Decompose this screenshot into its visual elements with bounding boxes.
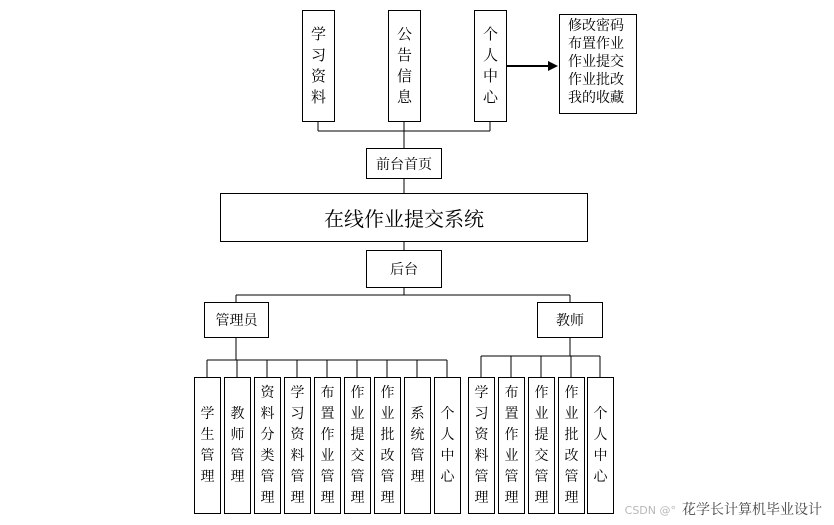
- admin-child-label: 学习资料管理: [290, 384, 305, 506]
- top-module-study-materials: [302, 10, 335, 122]
- watermark: [625, 499, 822, 519]
- teacher-child-label: 作业提交管理: [534, 384, 549, 506]
- admin-child-student-management: [194, 377, 221, 514]
- watermark-source: CSDN @°: [624, 504, 676, 517]
- admin-child-label: 系统管理: [410, 405, 425, 485]
- admin-child-study-material-management: [284, 377, 311, 514]
- admin-node: [204, 302, 269, 338]
- front-home-node: [366, 148, 442, 179]
- teacher-child-personal-center: [587, 377, 614, 514]
- teacher-child-label: 作业批改管理: [564, 384, 579, 506]
- admin-child-submission-management: [344, 377, 371, 514]
- admin-child-personal-center: [434, 377, 461, 514]
- watermark-text: 花学长计算机毕业设计: [682, 502, 822, 518]
- teacher-child-label: 个人中心: [593, 405, 608, 485]
- top-module-announcements: [388, 10, 421, 122]
- admin-child-label: 学生管理: [200, 405, 215, 485]
- admin-child-label: 作业批改管理: [380, 384, 395, 506]
- system-title: 在线作业提交系统: [324, 207, 484, 231]
- personal-center-feature-list: [559, 14, 637, 114]
- backend-node: [366, 250, 442, 288]
- admin-child-label: 个人中心: [440, 405, 455, 485]
- teacher-child-assignment-management: [498, 377, 525, 514]
- top-module-label: 公告信息: [397, 25, 413, 106]
- teacher-child-label: 学习资料管理: [474, 384, 489, 506]
- admin-child-label: 作业提交管理: [350, 384, 365, 506]
- feature-item: 布置作业: [568, 36, 624, 52]
- admin-child-label: 资料分类管理: [260, 384, 275, 506]
- admin-child-grading-management: [374, 377, 401, 514]
- backend-label: 后台: [390, 262, 418, 278]
- top-module-label: 个人中心: [483, 25, 499, 106]
- admin-child-assignment-management: [314, 377, 341, 514]
- feature-item: 作业批改: [568, 72, 624, 88]
- admin-child-system-management: [404, 377, 431, 514]
- top-module-personal-center: [474, 10, 507, 122]
- admin-child-teacher-management: [224, 377, 251, 514]
- admin-child-label: 教师管理: [230, 405, 245, 485]
- feature-item: 我的收藏: [568, 90, 624, 106]
- feature-item: 作业提交: [568, 54, 624, 70]
- front-home-label: 前台首页: [376, 156, 432, 173]
- teacher-label: 教师: [556, 313, 584, 329]
- teacher-child-submission-management: [528, 377, 555, 514]
- admin-label: 管理员: [215, 313, 258, 329]
- teacher-child-study-material-management: [468, 377, 495, 514]
- teacher-child-grading-management: [558, 377, 585, 514]
- admin-child-label: 布置作业管理: [320, 384, 335, 506]
- admin-child-material-category-management: [254, 377, 281, 514]
- feature-item: 修改密码: [568, 18, 624, 34]
- top-module-label: 学习资料: [311, 25, 327, 106]
- teacher-child-label: 布置作业管理: [504, 384, 519, 506]
- teacher-node: [537, 302, 603, 338]
- system-title-node: [220, 193, 588, 242]
